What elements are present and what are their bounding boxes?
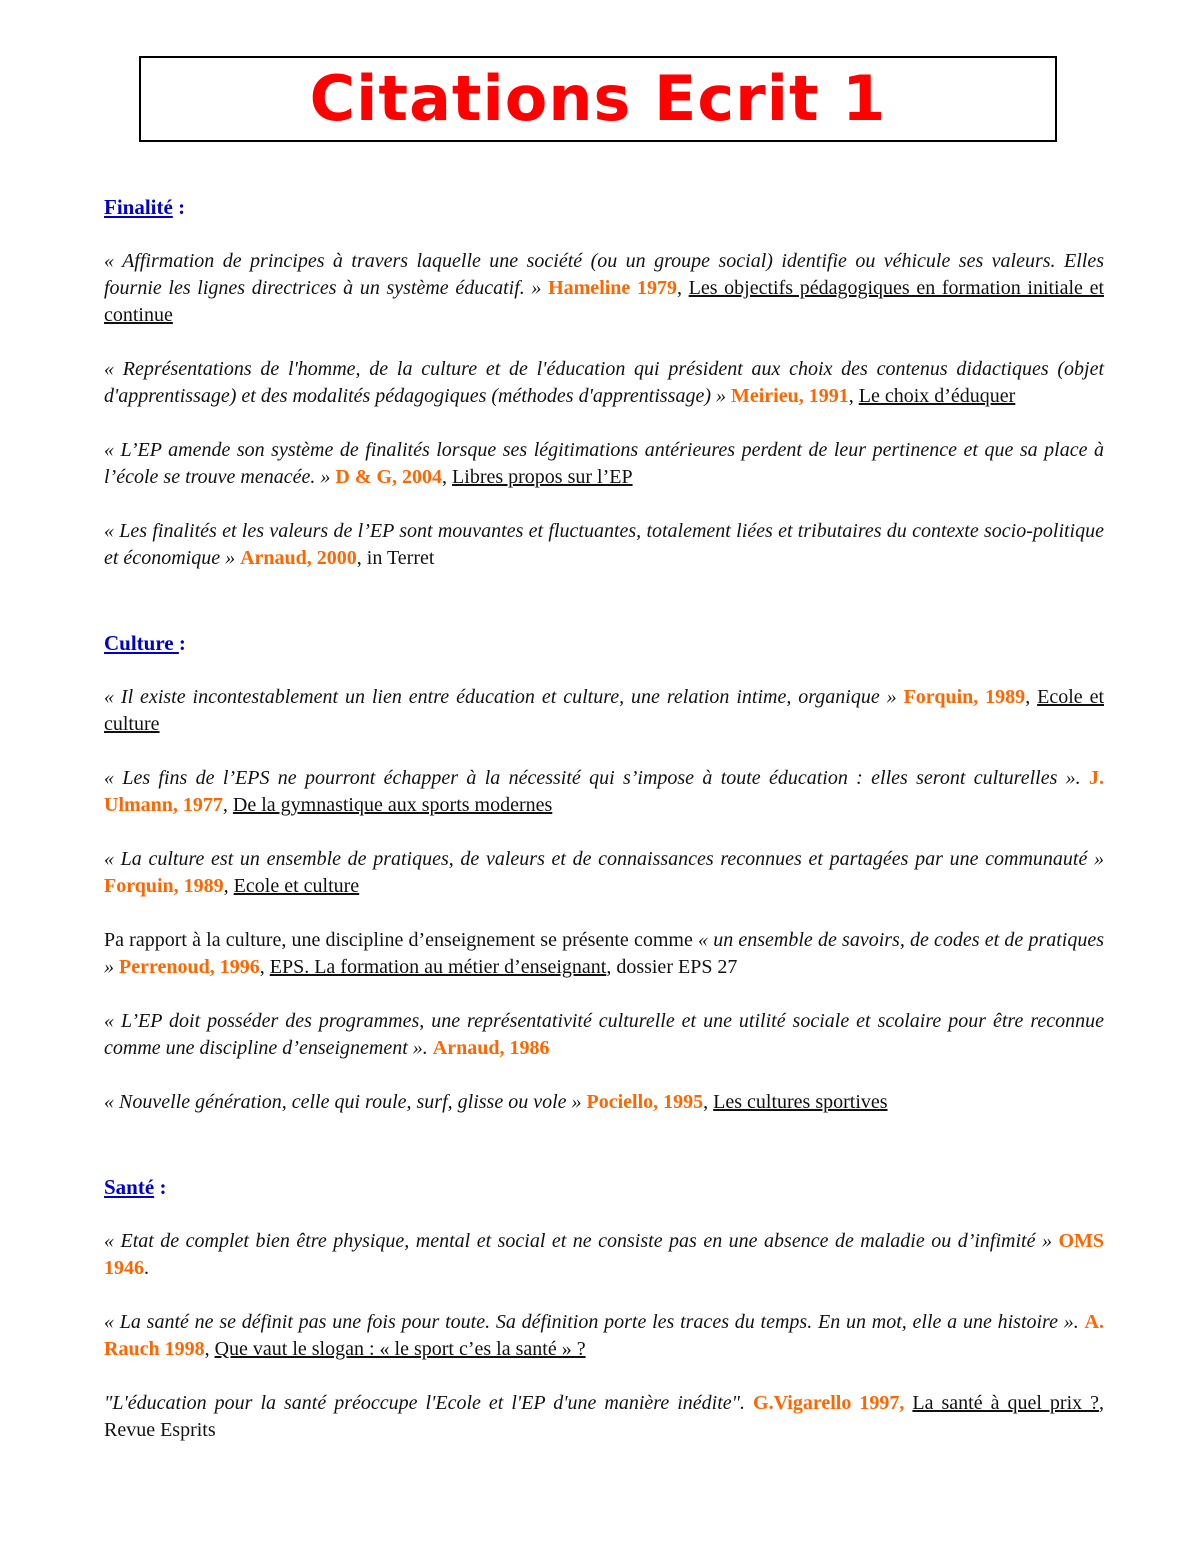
citation-author: J. Ulmann, 1977 bbox=[104, 767, 1104, 816]
citation-paragraph: « Il existe incontestablement un lien entre éducation et culture, une relation intime, organique » Forquin, 1989, Ecole et culture bbox=[104, 686, 1105, 735]
citation-quote: « Nouvelle génération, celle qui roule, surf, glisse ou vole » bbox=[104, 1091, 587, 1113]
section-heading-sante: Santé : bbox=[104, 1175, 167, 1199]
citation-author: Forquin, 1989 bbox=[104, 875, 224, 897]
citation-quote: « Les fins de l’EPS ne pourront échapper à la nécessité qui s’impose à toute éducation : elles seront culturelles ». bbox=[104, 767, 1089, 789]
citation-paragraph bbox=[104, 1008, 1104, 1062]
section-heading-finalite: Finalité : bbox=[104, 195, 186, 219]
citation-author: Arnaud, 1986 bbox=[432, 1037, 550, 1059]
citation-work: Libres propos sur l’EP bbox=[452, 466, 633, 488]
citation-author: Forquin, 1989 bbox=[903, 686, 1026, 708]
citation-quote: « Affirmation de principes à travers laquelle une société (ou un groupe social) identifie ou véhicule ses valeurs. Elles fournie les lignes directrices à un système éducatif. » bbox=[104, 250, 1104, 299]
citation-work: De la gymnastique aux sports modernes bbox=[232, 794, 553, 816]
citation-paragraph: "L'éducation pour la santé préoccupe l'Ecole et l'EP d'une manière inédite". G.Vigarello 1997, La santé à quel prix ?, Revue Esprits bbox=[104, 1392, 1105, 1441]
citation-author: OMS 1946 bbox=[104, 1230, 1104, 1279]
citation-paragraph: « Affirmation de principes à travers laquelle une société (ou un groupe social) identifie ou véhicule ses valeurs. Elles fournie les lignes directrices à un système éducatif. » Hameline 1979, Les objectifs pédagogiques en formation initiale et continue bbox=[104, 250, 1105, 326]
citation-paragraph: « Les finalités et les valeurs de l’EP sont mouvantes et fluctuantes, totalement liées et tributaires du contexte socio-politique et économique » Arnaud, 2000, in Terret bbox=[104, 520, 1104, 569]
citation-quote: « L’EP doit posséder des programmes, une représentativité culturelle et une utilité sociale et scolaire pour être reconnue comme une discipline d’enseignement ». bbox=[104, 1010, 1104, 1059]
citation-quote: « La santé ne se définit pas une fois pour toute. Sa définition porte les traces du temps. En un mot, elle a une histoire ». bbox=[104, 1311, 1085, 1333]
citation-paragraph: « Nouvelle génération, celle qui roule, surf, glisse ou vole » Pociello, 1995, Les cultures sportives bbox=[104, 1091, 888, 1113]
citation-quote: « Il existe incontestablement un lien entre éducation et culture, une relation intime, organique » bbox=[104, 686, 904, 708]
citation-work: EPS. La formation au métier d’enseignant bbox=[269, 956, 607, 978]
citation-quote: « Les finalités et les valeurs de l’EP sont mouvantes et fluctuantes, totalement liées et tributaires du contexte socio-politique et économique » bbox=[104, 520, 1104, 569]
citation-quote: « Etat de complet bien être physique, mental et social et ne consiste pas en une absence de maladie ou d’infimité » bbox=[104, 1230, 1059, 1252]
citation-author: A. Rauch 1998 bbox=[104, 1311, 1104, 1360]
citation-author: Pociello, 1995 bbox=[586, 1091, 704, 1113]
citation-work: Ecole et culture bbox=[233, 875, 360, 897]
citation-paragraph: « Etat de complet bien être physique, mental et social et ne consiste pas en une absence de maladie ou d’infimité » OMS 1946. bbox=[104, 1230, 1104, 1279]
citation-quote: « La culture est un ensemble de pratiques, de valeurs et de connaissances reconnues et partagées par une communauté » bbox=[104, 848, 1104, 870]
citation-author: D & G, 2004 bbox=[335, 466, 443, 488]
title-box bbox=[139, 56, 1057, 142]
citation-paragraph: « L’EP amende son système de finalités lorsque ses légitimations antérieures perdent de leur pertinence et que sa place à l’école se trouve menacée. » D & G, 2004, Libres propos sur l’EP bbox=[104, 439, 1104, 488]
citation-author: Meirieu, 1991 bbox=[730, 385, 849, 407]
citation-work: La santé à quel prix ? bbox=[912, 1392, 1100, 1414]
citation-work: Les objectifs pédagogiques en formation initiale et continue bbox=[104, 277, 1105, 326]
citation-quote: « Représentations de l'homme, de la culture et de l'éducation qui président aux choix des contenus didactiques (objet d'apprentissage) et des modalités pédagogiques (méthodes d'apprentissage) » bbox=[104, 358, 1104, 407]
citation-work: Que vaut le slogan : « le sport c’es la santé » ? bbox=[214, 1338, 586, 1360]
citation-prefix: Pa rapport à la culture, une discipline d’enseignement se présente comme bbox=[104, 929, 699, 951]
page-title: Citations Ecrit 1 bbox=[309, 62, 887, 135]
citation-paragraph: « Les fins de l’EPS ne pourront échapper à la nécessité qui s’impose à toute éducation : elles seront culturelles ». J. Ulmann, 1977, De la gymnastique aux sports modernes bbox=[104, 767, 1104, 816]
citation-work: Ecole et culture bbox=[104, 686, 1105, 735]
citation-quote: "L'éducation pour la santé préoccupe l'Ecole et l'EP d'une manière inédite". bbox=[104, 1392, 754, 1414]
section-heading-culture: Culture : bbox=[104, 631, 186, 655]
citation-work: Les cultures sportives bbox=[713, 1091, 888, 1113]
citation-author: Hameline 1979 bbox=[548, 277, 677, 299]
citation-work: Le choix d’éduquer bbox=[858, 385, 1016, 407]
document-body bbox=[104, 193, 1104, 1444]
citation-author: Perrenoud, 1996 bbox=[119, 956, 260, 978]
citation-paragraph: Pa rapport à la culture, une discipline d’enseignement se présente comme « un ensemble de savoirs, de codes et de pratiques » Perrenoud, 1996, EPS. La formation au métier d’enseignant, dossier EPS 27 bbox=[104, 929, 1105, 978]
citation-paragraph: « Représentations de l'homme, de la culture et de l'éducation qui président aux choix des contenus didactiques (objet d'apprentissage) et des modalités pédagogiques (méthodes d'apprentissage) » Meirieu, 1991, Le choix d’éduquer bbox=[104, 358, 1104, 407]
citation-author: G.Vigarello 1997, bbox=[753, 1392, 905, 1414]
citation-paragraph: « La santé ne se définit pas une fois pour toute. Sa définition porte les traces du temps. En un mot, elle a une histoire ». A. Rauch 1998, Que vaut le slogan : « le sport c’es la santé » ? bbox=[104, 1311, 1104, 1360]
citation-author: Arnaud, 2000 bbox=[240, 547, 357, 569]
citation-paragraph: « La culture est un ensemble de pratiques, de valeurs et de connaissances reconnues et partagées par une communauté » Forquin, 1989, Ecole et culture bbox=[104, 848, 1104, 897]
citation-quote: « L’EP amende son système de finalités lorsque ses légitimations antérieures perdent de leur pertinence et que sa place à l’école se trouve menacée. » bbox=[104, 439, 1104, 488]
citation-quote: « un ensemble de savoirs, de codes et de pratiques » bbox=[104, 929, 1105, 978]
